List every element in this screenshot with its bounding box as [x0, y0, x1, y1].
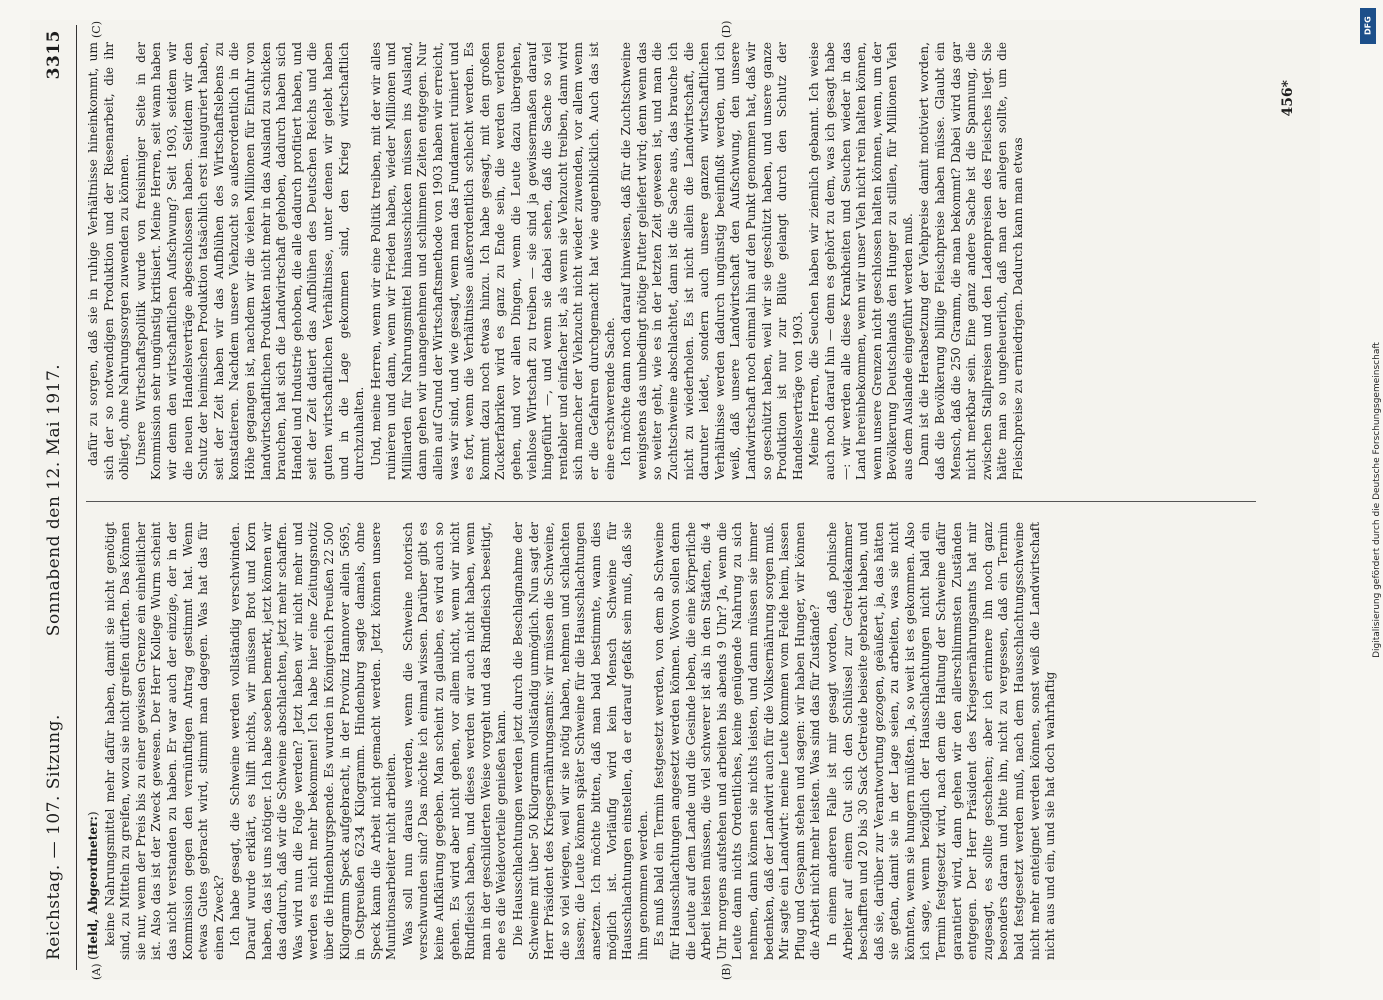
column-divider: [86, 501, 1256, 502]
right-paragraph: Meine Herren, die Seuchen haben wir ziemlich gebannt. Ich weise auch noch darauf hin — denn es gehört zu dem, was ich gesagt habe —: wir werden alle diese Krankheiten und Seuchen wieder in das Land hereinbekommen, wenn wir unser Vieh nicht rein halten können, wenn unsere Grenzen nicht geschlossen halten können, wenn, um der Bevölkerung Deutschlands den Hunger zu stillen, für Millionen Vieh aus dem Auslande eingeführt werden muß.: [807, 42, 915, 480]
right-paragraph: Ich möchte dann noch darauf hinweisen, daß für die Zuchtschweine wenigstens das unbedingt nötige Futter geliefert wird; denn wenn das so weiter geht, wie es in der letzten Zeit gewesen ist, und man die Zuchtschweine abschlachtet, dann ist die Sache aus, das brauche ich nicht zu wiederholen. Es ist nicht allein die Landwirtschaft, die darunter leidet, sondern auch unsere ganzen wirtschaftlichen Verhältnisse werden dadurch ungünstig beeinflußt werden, und ich weiß, daß unsere Landwirtschaft den Aufschwung, den unsere Landwirtschaft noch einmal hin auf den Punkt genommen hat, daß wir so geschützt haben, weil wir sie geschützt haben, und unsere ganze Produktion ist nur zur Blüte gelangt durch den Schutz der Handelsverträge von 1903.: [619, 42, 805, 480]
marker-a: (A): [90, 963, 103, 980]
left-column: [86, 522, 1266, 960]
rotated-page: [30, 20, 1320, 980]
page-header: [30, 20, 70, 980]
dfg-badge: DFG: [1360, 8, 1376, 44]
header-rule: [76, 25, 77, 970]
digitization-credit: Digitalisierung gefördert durch die Deutsche Forschungsgemeinschaft: [1372, 342, 1382, 658]
right-paragraph: dafür zu sorgen, daß sie in ruhige Verhältnisse hineinkommt, um sich der so notwendigen Produktion und der Riesenarbeit, die ihr obliegt, ohne Nahrungssorgen zuwenden zu können.: [86, 42, 132, 480]
header-date: Sonnabend den 12. Mai 1917.: [44, 363, 64, 637]
marker-c: (C): [90, 21, 103, 38]
marker-b: (B): [720, 963, 733, 980]
left-paragraph: Was soll nun daraus werden, wenn die Schweine notorisch verschwunden sind? Das möchte ich einmal wissen. Darüber gibt es keine Aufklärung gegeben. Man scheint zu glauben, es wird auch so gehen. Es wird aber nicht gehen, vor allem nicht, wenn wir nicht Rindfleisch haben, und dieses werden wir auch nicht haben, wenn man in der geschilderten Weise vorgeht und das Rindfleisch beseitigt, ehe es die Weidevorteile genießen kann.: [400, 522, 509, 960]
left-paragraph: Die Hausschlachtungen werden jetzt durch die Beschlagnahme der Schweine mit über 50 Kilogramm vollständig unmöglich. Nun sagt der Herr Präsident des Kriegsernährungsamts: wir müssen die Schweine, die so viel wiegen, weil wir sie nötig haben, nehmen und schlachten lassen; die Leute können später Schweine für die Hausschlachtungen ansetzen. Ich möchte bitten, daß man bald bestimmte, wann dies möglich ist. Vorläufig wird kein Mensch Schweine für Hausschlachtungen einstellen, da er darauf gefaßt sein muß, daß sie ihm genommen werden.: [511, 522, 650, 960]
page-number: 3315: [44, 30, 64, 80]
speaker-line: (Held, Abgeordneter:): [86, 811, 100, 960]
left-paragraph: Es muß bald ein Termin festgesetzt werden, von dem ab Schweine für Hausschlachtungen angesetzt werden können. Wovon sollen denn die Leute auf dem Lande und die Gesinde leben, die eine körperliche Arbeit leisten müssen, die viel schwerer ist als in den Städten, die 4 Uhr morgens aufstehen und arbeiten bis abends 9 Uhr? Ja, wenn die Leute dann nichts Ordentliches, keine genügende Nahrung zu sich nehmen, dann können sie nichts leisten, und dann müssen sie immer bedenken, daß der Landwirt auch für die Volksernährung sorgen muß. Mir sagte ein Landwirt: meine Leute kommen vom Felde heim, lassen Pflug und Gespann stehen und sagen: wir haben Hunger, wir können die Arbeit nicht mehr leisten. Was sind das für Zustände?: [652, 522, 823, 960]
left-paragraph: Ich habe gesagt, die Schweine werden vollständig verschwinden. Darauf wurde erklärt, es hilft nichts, wir müssen Brot und Korn haben, das ist uns nötiger. Ich habe soeben bemerkt, jetzt können wir das dadurch, daß wir die Schweine abschlachten, jetzt mehr schaffen. Was wird nun die Folge werden? Jetzt haben wir nicht mehr und werden es nicht mehr bekommen! Ich habe hier eine Zeitungsnotiz über die Hindenburgspende. Es wurden in Königreich Preußen 22 500 Kilogramm Speck aufgebracht, in der Provinz Hannover allein 5695, in Ostpreußen 6234 Kilogramm. Hindenburg sagte damals, ohne Speck kann die Arbeit nicht gemacht werden. Jetzt können unsere Munitionsarbeiter nicht arbeiten.: [228, 522, 399, 960]
header-left: Reichstag. — 107. Sitzung.: [44, 714, 64, 960]
bottom-page-number: 456*: [1280, 80, 1296, 117]
right-paragraph: Unsere Wirtschaftspolitik wurde von freisinniger Seite in der Kommission sehr ungünstig kritisiert. Meine Herren, seit wann haben wir denn den wirtschaftlichen Aufschwung? Seit 1903, seitdem wir die neuen Handelsverträge abgeschlossen haben. Seitdem wir den Schutz der heimischen Produktion tatsächlich erst inauguriert haben, seit der Zeit haben wir das Aufblühen des Wirtschaftslebens zu konstatieren. Nachdem unsere Viehzucht so außerordentlich in die Höhe gegangen ist, nachdem wir die vielen Millionen für Einfuhr von landwirtschaftlichen Produkten nicht mehr in das Ausland zu schicken brauchen, hat sich die Landwirtschaft gehoben, dadurch haben sich Handel und Industrie gehoben, die alle dadurch profitiert haben, und seit der Zeit datiert das Aufblühen des Deutschen Reichs und die guten wirtschaftlichen Verhältnisse, unter denen wir gelebt haben und in die Lage gekommen sind, den Krieg wirtschaftlich durchzuhalten.: [133, 42, 367, 480]
right-column: [86, 42, 1266, 480]
left-paragraph: In einem anderen Falle ist mir gesagt worden, daß polnische Arbeiter auf einem Gut sich den Schlüssel zur Getreidekammer beschafften und 20 bis 30 Sack Getreide beiseite gebracht haben, und daß sie, darüber zur Verantwortung gezogen, geäußert, ja, das hätten sie getan, damit sie in der Lage seien, zu arbeiten, was sie nicht könnten, wenn sie hungern müßten. Ja, so weit ist es gekommen. Also ich sage, wenn bezüglich der Hausschlachtungen nicht bald ein Termin festgesetzt wird, nach dem die Haltung der Schweine dafür garantiert wird, dann gehen wir den allerschlimmsten Zuständen entgegen. Der Herr Präsident des Kriegsernährungsamts hat mir zugesagt, es sollte geschehen; aber ich erinnere ihn noch ganz besonders daran und bitte ihn, nicht zu vergessen, daß ein Termin bald festgesetzt werden muß, nach dem Hausschlachtungsschweine nicht mehr enteignet werden können, sonst weiß die Landwirtschaft nicht aus und ein, und sie hat doch wahrhaftig: [824, 522, 1058, 960]
left-paragraph: keine Nahrungsmittel mehr dafür haben, damit sie nicht genötigt sind, zu Mitteln zu greifen, wozu sie nicht greifen dürften. Das können sie nur, wenn der Preis bis zu einer gewissen Grenze ein einheitlicher ist. Also das ist der Zweck gewesen. Der Herr Kollege Wurm scheint das nicht verstanden zu haben. Er war auch der einzige, der in der Kommission gegen den vernünftigen Antrag gestimmt hat. Wenn etwas Gutes gebracht wird, stimmt man dagegen. Was hat das für einen Zweck?: [102, 522, 226, 960]
marker-d: (D): [720, 20, 733, 38]
speaker-name: Held, Abgeordneter:: [86, 816, 100, 956]
right-paragraph: Und, meine Herren, wenn wir eine Politik treiben, mit der wir alles ruinieren und dann, wenn wir Frieden haben, wieder Millionen und Milliarden für Nahrungsmittel hinausschicken müssen ins Ausland, dann gehen wir unangenehmen und schlimmen Zeiten entgegen. Nur allein auf Grund der Wirtschaftsmethode von 1903 haben wir erreicht, was wir sind, und wie gesagt, wenn man das Fundament ruiniert und es fort, wenn die Verhältnisse außerordentlich schlecht werden. Es kommt dazu noch etwas hinzu. Ich habe gesagt, mit den großen Zuckerfabriken wird es ganz zu Ende sein, die werden verloren gehen, und vor allen Dingen, wenn die Leute dazu übergehen, viehlose Wirtschaft zu treiben — sie sind ja gewissermaßen darauf hingeführt —, und wenn sie dabei sehen, daß die Sache so viel rentabler und einfacher ist, als wenn sie Viehzucht treiben, dann wird sich mancher der Viehzucht nicht wieder zuwenden, vor allem wenn er die Gefahren durchgemacht hat wie augenblicklich. Auch das ist eine erschwerende Sache.: [368, 42, 617, 480]
right-paragraph: Dann ist die Herabsetzung der Viehpreise damit motiviert worden, daß die Bevölkerung billige Fleischpreise haben müsse. Glaubt ein Mensch, daß die 250 Gramm, die man bekommt? Dabei wird das gar nicht merkbar sein. Eine ganz andere Sache ist die Spannung, die zwischen Stallpreisen und den Ladenpreisen des Fleisches liegt. Sie hätte man so ungeheuerlich, daß man der anlegen sollte, um die Fleischpreise zu erniedrigen. Dadurch kann man etwas: [917, 42, 1026, 480]
